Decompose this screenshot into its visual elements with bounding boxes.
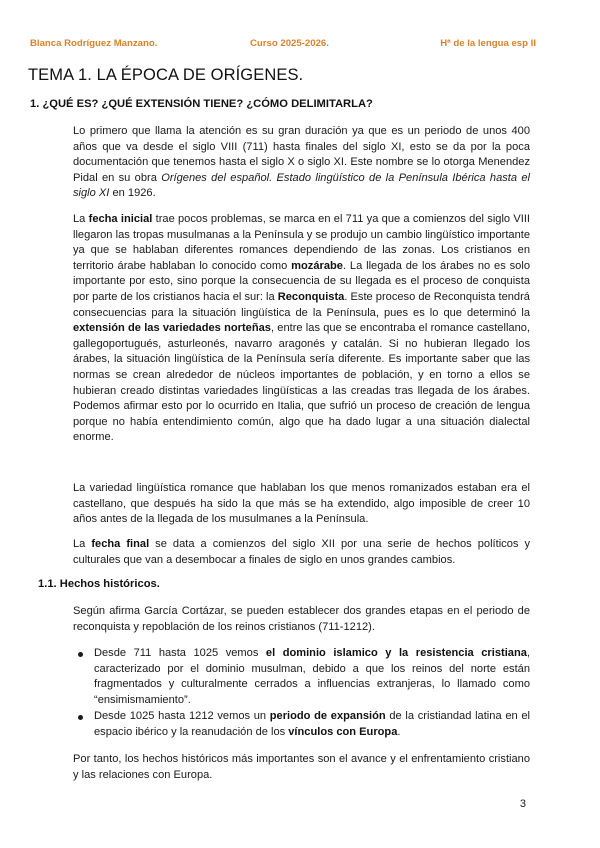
bold-term: fecha inicial [88,213,153,225]
bold-term: extensión de las variedades norteñas [73,322,271,335]
text-run: se data a comienzos del siglo XII por una serie de hechos políticos y culturales que van a desembocar a finales de siglo en unos grandes cambios. [73,538,530,566]
bold-term: periodo de expansión [269,710,386,723]
italic-work-title: Orígenes del español. Estado lingüístico de la Península Ibérica hasta el siglo XI [73,171,530,200]
text-run: , caracterizado por el dominio musulman, debido a que los reinos del norte están fragmentados y culturalmente cerrados a influencias extranjeras, lo llamado como “ensimismamiento”. [94,647,530,706]
text-run: en 1926. [109,187,156,200]
paragraph-garcia-cortazar: Según afirma García Cortázar, se pueden establecer dos grandes etapas en el periodo de reconquista y repoblación de los reinos cristianos (711-1212). [73,605,530,633]
text-run: Lo primero que llama la atención es su gran duración ya que es un periodo de unos 400 años que va desde el siglo VIII (711) hasta finales del siglo XI, esto se da por la poca documentación que tenemos hasta el siglo X o siglo XI. Este nombre se lo otorga Menendez Pidal en su obra [73,125,530,184]
header-course: Curso 2025-2026. [250,38,329,49]
header-subject: Hª de la lengua esp II [440,38,536,49]
header-author: Blanca Rodríguez Manzano. [30,38,158,49]
section-heading-1: 1. ¿QUÉ ES? ¿QUÉ EXTENSIÓN TIENE? ¿CÓMO DELIMITARLA? [30,98,373,110]
bullet-icon [78,715,83,720]
page-number: 3 [519,798,526,810]
paragraph-conclusion: Por tanto, los hechos históricos más importantes son el avance y el enfrentamiento cristiano y las relaciones con Europa. [73,753,530,781]
paragraph-intro [73,124,530,202]
text-run: Desde 1025 hasta 1212 vemos un [94,710,270,723]
text-run: Desde 711 hasta 1025 vemos [94,647,266,659]
bold-term: vínculos con Europa [288,725,398,738]
bold-term: Reconquista [277,290,345,303]
text-run: . Este proceso de Reconquista tendrá consecuencias para la situación lingüística de la Península, pues es lo que determinó la [73,290,530,319]
text-run: La [73,213,89,225]
paragraph-fecha-final [73,537,530,568]
list-item [78,709,530,740]
text-run: . [397,725,401,738]
bold-term: fecha final [91,538,150,550]
text-run: , entre las que se encontraba el romance castellano, gallegoportugués, asturleonés, navarro aragonés y catalán. Si no hubieran llegado los árabes, la situación lingüística de la Península sería diferente. Es importante saber que las normas se crean alrededor de núcleos importantes de población, y en torno a ellos se hubieran creado distintas variedades lingüísticas a las creadas tras llegada de los árabes. Podemos afirmar esto por lo ocurrido en Italia, que sufrió un proceso de creación de lengua porque no había entendimiento común, algo que ha dado lugar a una situación dialectal enorme. [73,322,531,444]
bold-term: el dominio islamico y la resistencia cristiana [265,647,527,659]
paragraph-fecha-inicial [73,212,530,446]
text-run: trae pocos problemas, se marca en el 711 ya que a comienzos del siglo VIII llegaron las tropas musulmanas a la Península y se produjo un cambio lingüístico importante ya que se hablaban diferentes romances dependiendo de las zonas. Los cristianos en territorio árabe hablaban lo conocido como [73,213,531,272]
bullet-list [78,646,530,742]
text-run: La [73,538,92,550]
bullet-icon [78,652,83,657]
section-heading-1-1: 1.1. Hechos históricos. [38,578,160,590]
bold-term: mozárabe [291,259,343,272]
text-run: de la cristiandad latina en el espacio ibérico y la reanudación de los [94,710,530,738]
list-item [78,646,530,708]
text-run: . La llegada de los árabes no es solo importante por esto, sino porque la consecuencia de su llegada es el proceso de conquista por parte de los cristianos hacia el sur: la [73,259,530,303]
page-header [30,38,536,52]
document-title: TEMA 1. LA ÉPOCA DE ORÍGENES. [28,66,304,84]
paragraph-castellano: La variedad lingüística romance que hablaban los que menos romanizados estaban era el castellano, que después ha sido la que más se ha extendido, algo imposible de creer 10 años antes de la llegada de los musulmanes a la Península. [73,482,530,526]
